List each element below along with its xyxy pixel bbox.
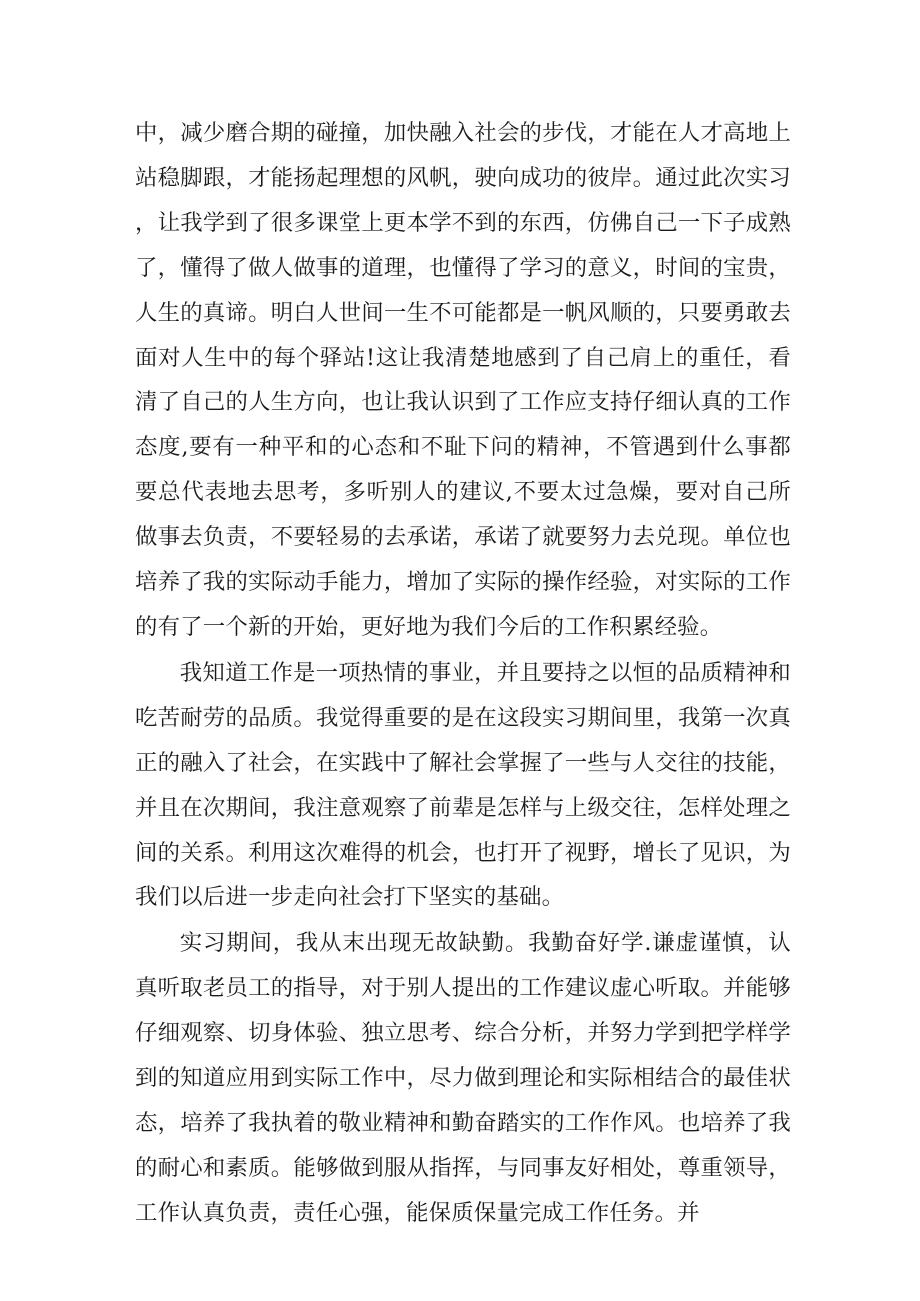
paragraph-3: 实习期间，我从末出现无故缺勤。我勤奋好学.谦虚谨慎，认真听取老员工的指导，对于别人提出的工作建议虚心听取。并能够仔细观察、切身体验、独立思考、综合分析，并努力学到把学样学到的知道应用到实际工作中，尽力做到理论和实际相结合的最佳状态，培养了我执着的敬业精神和勤奋踏实的工作作风。也培养了我的耐心和素质。能够做到服从指挥，与同事友好相处，尊重领导，工作认真负责，责任心强，能保质保量完成工作任务。并	[135, 930, 791, 1226]
document-body	[135, 111, 791, 1236]
paragraph-1: 中，减少磨合期的碰撞，加快融入社会的步伐，才能在人才高地上站稳脚跟，才能扬起理想的风帆，驶向成功的彼岸。通过此次实习，让我学到了很多课堂上更本学不到的东西，仿佛自己一下子成熟了，懂得了做人做事的道理，也懂得了学习的意义，时间的宝贵，人生的真谛。明白人世间一生不可能都是一帆风顺的，只要勇敢去面对人生中的每个驿站!这让我清楚地感到了自己肩上的重任，看清了自己的人生方向，也让我认识到了工作应支持仔细认真的工作态度,要有一种平和的心态和不耻下问的精神，不管遇到什么事都要总代表地去思考，多听别人的建议,不要太过急燥，要对自己所做事去负责，不要轻易的去承诺，承诺了就要努力去兑现。单位也培养了我的实际动手能力，增加了实际的操作经验，对实际的工作的有了一个新的开始，更好地为我们今后的工作积累经验。	[135, 120, 791, 640]
paragraph-2: 我知道工作是一项热情的事业，并且要持之以恒的品质精神和吃苦耐劳的品质。我觉得重要的是在这段实习期间里，我第一次真正的融入了社会，在实践中了解社会掌握了一些与人交往的技能，并且在次期间，我注意观察了前辈是怎样与上级交往，怎样处理之间的关系。利用这次难得的机会，也打开了视野，增长了见识，为我们以后进一步走向社会打下坚实的基础。	[135, 659, 791, 911]
